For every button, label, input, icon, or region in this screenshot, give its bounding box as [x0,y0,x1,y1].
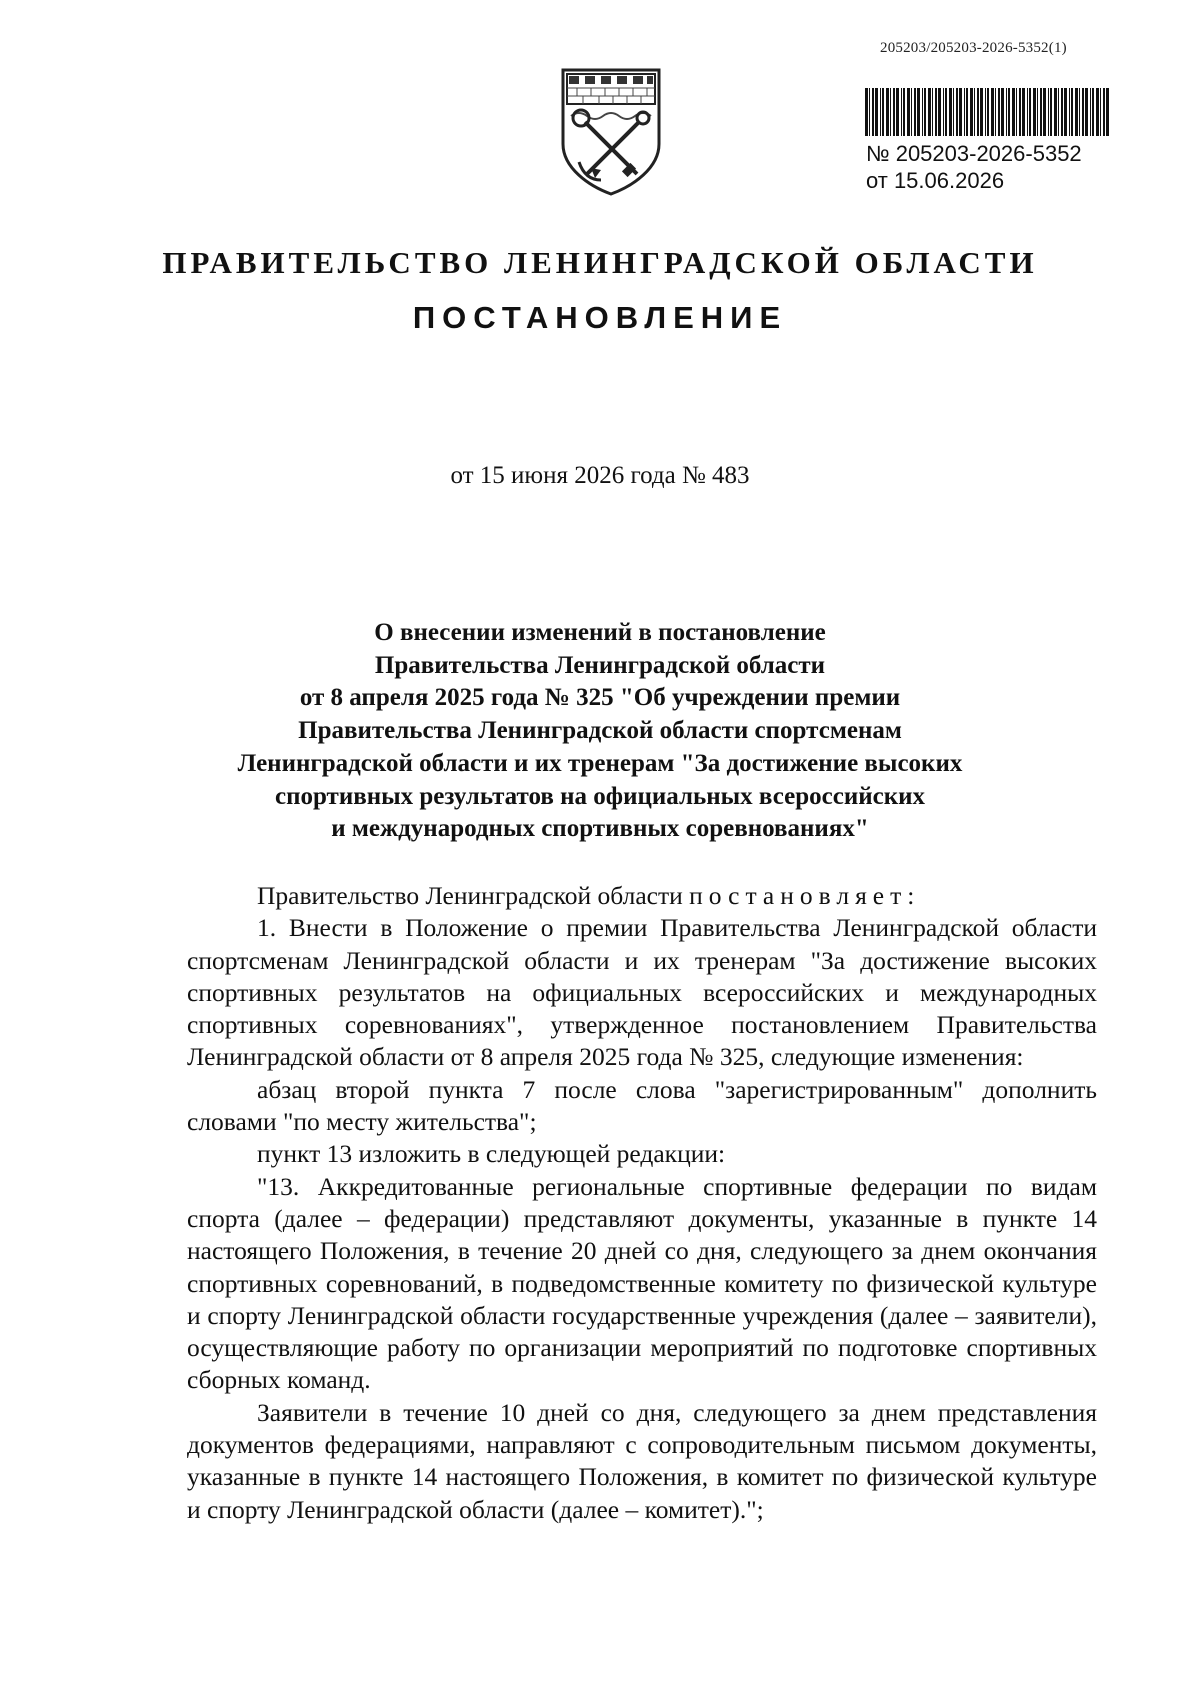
barcode-bar [938,88,941,136]
barcode-bar [977,88,979,136]
barcode-bar [1033,88,1036,136]
registration-number: № 205203-2026-5352 [866,141,1082,166]
barcode-bar [922,88,923,136]
body-paragraph: 1. Внести в Положение о премии Правительства Ленинградской области спортсменам Ленинградской области и их тренерам "За достижение высоких спортивных результатов на официальных всероссийских и международных спортивных соревнованиях", утвержденное постановлением Правительства Ленинградской области от 8 апреля 2025 года № 325, следующие изменения: [187,913,1097,1072]
barcode-bar [893,88,895,136]
subject-line: О внесении изменений в постановление [374,619,826,646]
document-type-title: ПОСТАНОВЛЕНИЕ [412,300,788,335]
barcode-bar [974,88,975,136]
intro-paragraph [187,880,1097,912]
barcode-bar [953,88,954,136]
barcode-bar [1037,88,1038,136]
barcode-bar [1001,88,1004,136]
resolution-subject [180,617,1020,846]
body-paragraph: Заявители в течение 10 дней со дня, следующего за днем представления документов федерациями, направляют с сопроводительным письмом документы, указанные в пункте 14 настоящего Положения, в комитет по физической культуре и спорту Ленинградской области (далее – комитет)."; [187,1397,1097,1524]
barcode-bar [865,88,868,136]
resolution-body [187,880,1097,1526]
barcode-bar [1050,88,1052,136]
barcode-bar [886,88,889,136]
barcode-bar [1085,88,1088,136]
barcode-bar [1092,88,1094,136]
barcode-bar [1022,88,1025,136]
body-paragraph: абзац второй пункта 7 после слова "зарегистрированным" дополнить словами "по месту жительства"; [187,1074,1097,1137]
barcode-bar [1096,88,1099,136]
barcode-bar [959,88,962,136]
barcode-bar [1006,88,1007,136]
barcode-bar [1048,88,1049,136]
barcode-bar [985,88,986,136]
barcode-bar [928,88,931,136]
barcode-bar [875,88,878,136]
barcode-bar [1008,88,1010,136]
barcode-bar [987,88,989,136]
barcode-bar [1061,88,1063,136]
barcode-bar [1103,88,1105,136]
barcode-bar [1075,88,1078,136]
barcode-bar [1106,88,1109,136]
barcode-bar [880,88,881,136]
barcode-bar [964,88,965,136]
body-paragraph: "13. Аккредитованные региональные спортивные федерации по видам спорта (далее – федерации) представляют документы, указанные в пункте 14 настоящего Положения, в течение 20 дней со дня, следующего за днем окончания спортивных соревнований, в подведомственные комитету по физической культуре и спорту Ленинградской области государственные учреждения (далее – заявители), осуществляющие работу по организации мероприятий по подготовке спортивных сборных команд. [187,1171,1097,1395]
barcode-bar [1012,88,1015,136]
barcode-bar [907,88,910,136]
barcode-bar [1040,88,1042,136]
barcode-bar [1079,88,1080,136]
barcode-bar [995,88,996,136]
barcode-bar [917,88,920,136]
barcode-bar [869,88,870,136]
barcode-bar [991,88,994,136]
barcode-bar [1090,88,1091,136]
barcode-bar [1100,88,1101,136]
barcode-bar [1019,88,1021,136]
barcode-bar [1064,88,1067,136]
barcode-bar [966,88,968,136]
barcode-bar [970,88,973,136]
barcode-bar [980,88,983,136]
registration-block [866,140,1136,194]
barcode-bar [890,88,891,136]
barcode-bar [924,88,926,136]
subject-line: от 8 апреля 2025 года № 325 "Об учреждении премии [299,684,901,712]
registration-date: от 15.06.2026 [866,168,1005,193]
barcode-bar [1058,88,1059,136]
barcode-bar [914,88,916,136]
barcode-bar [1069,88,1070,136]
resolution-date-number: от 15 июня 2026 года № 483 [450,462,750,489]
subject-line: Ленинградской области и их тренерам "За достижение высоких [237,749,963,777]
barcode-bar [956,88,958,136]
barcode-bar [1082,88,1084,136]
barcode-bar [901,88,902,136]
subject-line: спортивных результатов на официальных всероссийских [274,782,926,810]
barcode-bar [903,88,905,136]
barcode-bar [932,88,933,136]
leningrad-oblast-coat-of-arms-icon [555,64,667,196]
barcode-bar [896,88,899,136]
barcode-bar [949,88,952,136]
document-code: 205203/205203-2026-5352(1) [880,40,1067,56]
body-paragraph: пункт 13 изложить в следующей редакции: [257,1139,726,1169]
intro-lead: Правительство Ленинградской области [257,881,683,910]
barcode-icon [863,88,1113,136]
barcode-bar [943,88,944,136]
subject-line: Правительства Ленинградской области спортсменам [298,717,902,745]
government-title: ПРАВИТЕЛЬСТВО ЛЕНИНГРАДСКОЙ ОБЛАСТИ [162,245,1038,280]
barcode-bar [1043,88,1046,136]
barcode-bar [935,88,937,136]
barcode-bar [911,88,912,136]
barcode-bar [882,88,884,136]
barcode-bar [1054,88,1057,136]
barcode-bar [945,88,947,136]
barcode-bar [872,88,874,136]
barcode-bar [1027,88,1028,136]
barcode-bar [1071,88,1073,136]
barcode-bar [1029,88,1031,136]
barcode-bar [1016,88,1017,136]
intro-decree-word: постановляет: [689,881,921,910]
barcode-bar [998,88,1000,136]
subject-line: Правительства Ленинградской области [374,651,826,679]
subject-line: и международных спортивных соревнованиях" [331,815,869,843]
